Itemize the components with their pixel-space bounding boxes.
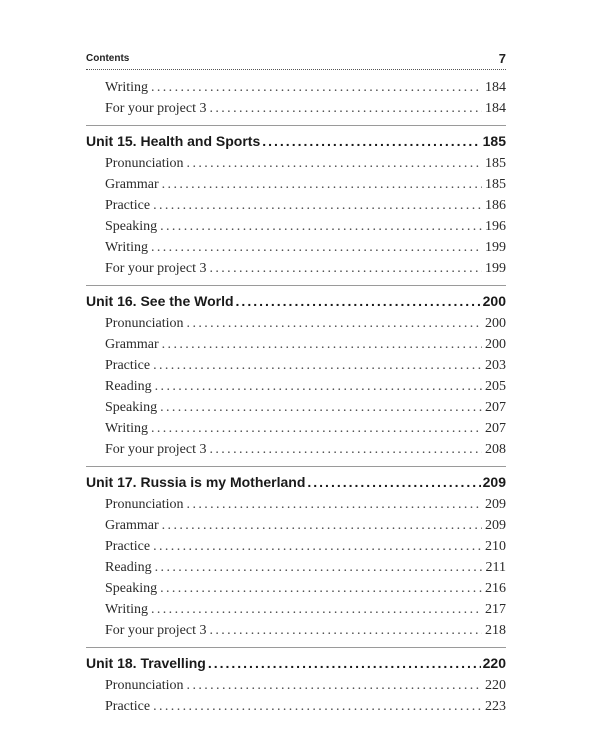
dot-leader (187, 153, 482, 174)
entry-page-number: 185 (485, 156, 506, 171)
dot-leader (151, 77, 482, 98)
toc-entry (86, 313, 506, 334)
toc-unit-heading (86, 647, 506, 675)
toc-entry (86, 557, 506, 578)
toc-entry (86, 675, 506, 696)
section-title: Contents (86, 53, 130, 64)
entry-page-number: 223 (485, 699, 506, 714)
entry-page-number: 185 (485, 177, 506, 192)
dot-leader (187, 494, 482, 515)
entry-page-number: 207 (485, 421, 506, 436)
entry-title: Practice (105, 699, 151, 714)
dot-leader (160, 216, 482, 237)
dot-leader (162, 174, 482, 195)
entry-page-number: 199 (485, 261, 506, 276)
toc-entry (86, 77, 506, 98)
toc-entry (86, 696, 506, 717)
dot-leader (209, 258, 482, 279)
entry-title: Grammar (105, 177, 159, 192)
dot-leader (162, 334, 482, 355)
entry-page-number: 209 (485, 518, 506, 533)
entry-title: Pronunciation (105, 316, 184, 331)
entry-page-number: 200 (485, 316, 506, 331)
entry-page-number: 184 (485, 80, 506, 95)
entry-title: Grammar (105, 337, 159, 352)
toc-entry (86, 334, 506, 355)
unit-title: Unit 15. Health and Sports (86, 133, 261, 149)
dot-leader (151, 237, 482, 258)
toc-entry (86, 195, 506, 216)
entry-page-number: 220 (485, 678, 506, 693)
header-rule (86, 69, 506, 70)
entry-title: Practice (105, 198, 151, 213)
toc-entry (86, 418, 506, 439)
entry-title: Reading (105, 560, 152, 575)
entry-page-number: 205 (485, 379, 506, 394)
entry-title: Speaking (105, 400, 158, 415)
entry-title: For your project 3 (105, 623, 207, 638)
entry-page-number: 210 (485, 539, 506, 554)
dot-leader (208, 651, 481, 675)
dot-leader (153, 355, 482, 376)
running-header (86, 51, 506, 67)
entry-title: For your project 3 (105, 442, 207, 457)
toc-entry (86, 439, 506, 460)
dot-leader (187, 313, 482, 334)
toc-entry (86, 578, 506, 599)
entry-title: Speaking (105, 219, 158, 234)
toc-entry (86, 494, 506, 515)
dot-leader (236, 289, 481, 313)
toc-entry (86, 355, 506, 376)
entry-page-number: 217 (485, 602, 506, 617)
entry-title: Writing (105, 421, 148, 436)
entry-page-number: 216 (485, 581, 506, 596)
page-number: 7 (498, 51, 506, 66)
entry-title: Speaking (105, 581, 158, 596)
entry-page-number: 199 (485, 240, 506, 255)
unit-title: Unit 17. Russia is my Motherland (86, 474, 306, 490)
dot-leader (151, 599, 482, 620)
dot-leader (155, 557, 483, 578)
toc-entry (86, 397, 506, 418)
dot-leader (162, 515, 482, 536)
unit-page-number: 220 (482, 655, 506, 671)
entry-title: Pronunciation (105, 156, 184, 171)
toc-entry (86, 258, 506, 279)
unit-page-number: 209 (482, 474, 506, 490)
dot-leader (153, 195, 482, 216)
entry-title: Practice (105, 358, 151, 373)
entry-page-number: 218 (485, 623, 506, 638)
dot-leader (153, 536, 482, 557)
entry-title: Practice (105, 539, 151, 554)
dot-leader (209, 98, 482, 119)
entry-page-number: 203 (485, 358, 506, 373)
toc-entry (86, 153, 506, 174)
entry-page-number: 184 (485, 101, 506, 116)
dot-leader (262, 129, 480, 153)
entry-title: Writing (105, 240, 148, 255)
unit-page-number: 200 (482, 293, 506, 309)
toc-entry (86, 599, 506, 620)
dot-leader (209, 620, 482, 641)
dot-leader (153, 696, 482, 717)
toc-entry (86, 376, 506, 397)
toc-entry (86, 536, 506, 557)
entry-page-number: 211 (485, 560, 506, 575)
toc-unit-heading (86, 466, 506, 494)
entry-page-number: 209 (485, 497, 506, 512)
toc-entry (86, 174, 506, 195)
entry-page-number: 186 (485, 198, 506, 213)
dot-leader (160, 397, 482, 418)
entry-title: For your project 3 (105, 101, 207, 116)
toc-entry (86, 216, 506, 237)
dot-leader (160, 578, 482, 599)
toc-unit-heading (86, 125, 506, 153)
entry-title: Writing (105, 80, 148, 95)
entry-title: Writing (105, 602, 148, 617)
entry-title: Pronunciation (105, 678, 184, 693)
entry-page-number: 200 (485, 337, 506, 352)
entry-page-number: 208 (485, 442, 506, 457)
toc-entry (86, 620, 506, 641)
dot-leader (155, 376, 482, 397)
table-of-contents (86, 77, 506, 717)
toc-unit-heading (86, 285, 506, 313)
toc-entry (86, 98, 506, 119)
entry-title: Grammar (105, 518, 159, 533)
toc-entry (86, 237, 506, 258)
unit-page-number: 185 (482, 133, 506, 149)
unit-title: Unit 16. See the World (86, 293, 234, 309)
dot-leader (209, 439, 482, 460)
entry-title: For your project 3 (105, 261, 207, 276)
dot-leader (151, 418, 482, 439)
dot-leader (307, 470, 480, 494)
entry-page-number: 196 (485, 219, 506, 234)
entry-title: Pronunciation (105, 497, 184, 512)
toc-entry (86, 515, 506, 536)
entry-title: Reading (105, 379, 152, 394)
entry-page-number: 207 (485, 400, 506, 415)
dot-leader (187, 675, 482, 696)
unit-title: Unit 18. Travelling (86, 655, 206, 671)
